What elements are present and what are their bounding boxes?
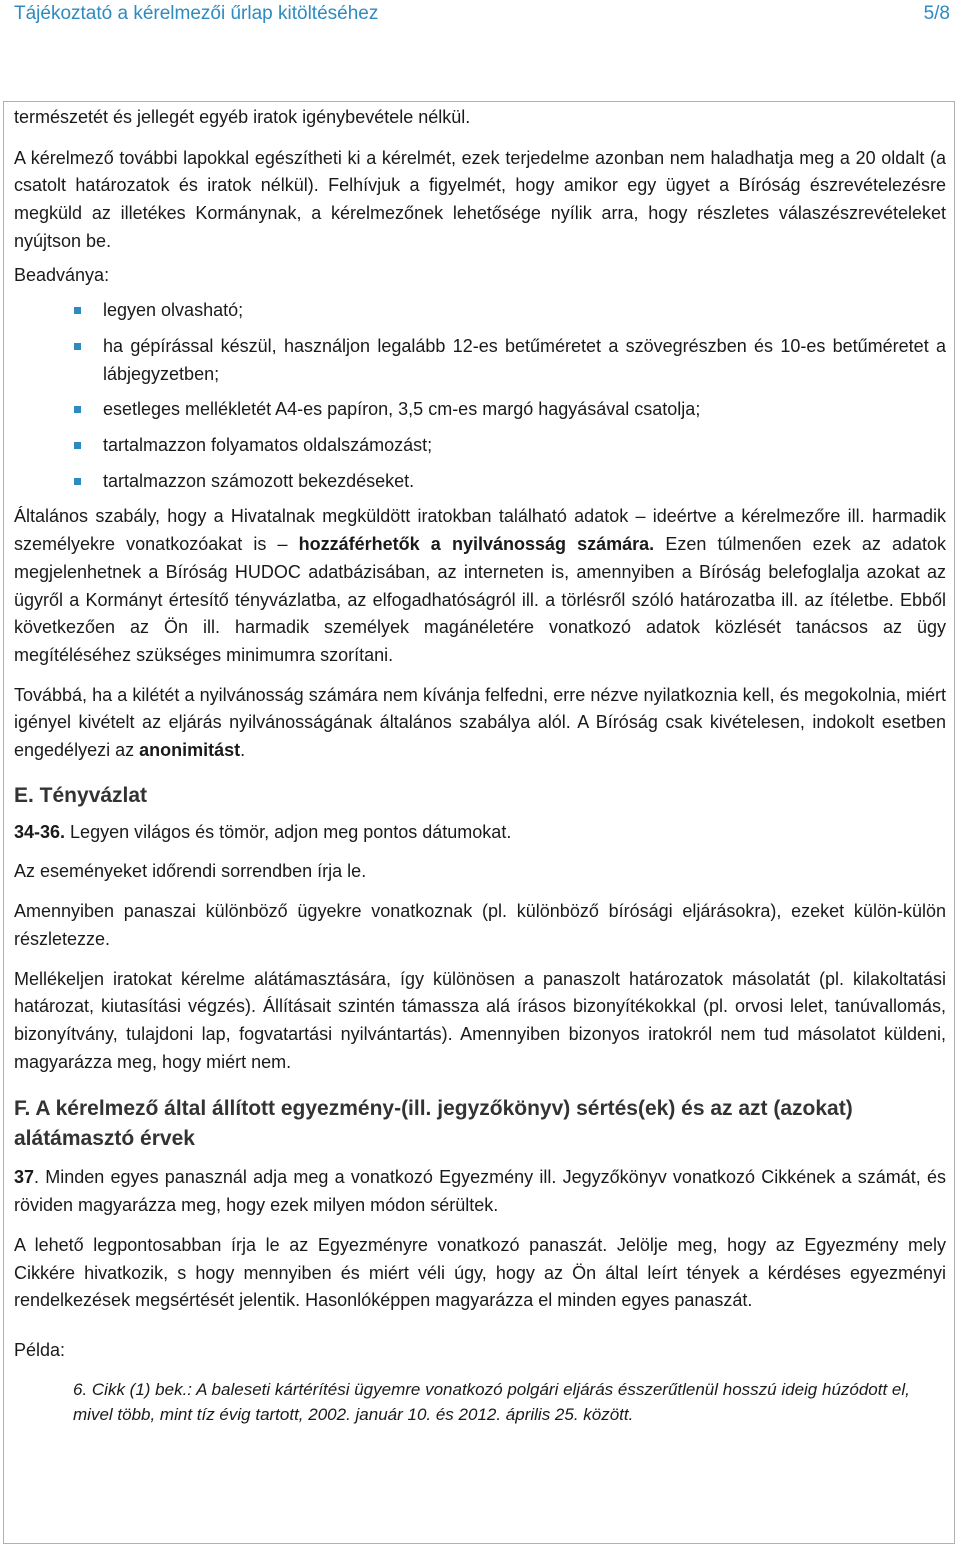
submission-label: Beadványa: <box>14 264 110 285</box>
list-item: esetleges mellékletét A4-es papíron, 3,5 cm-es margó hagyásával csatolja; <box>14 396 946 424</box>
bullet-icon <box>74 478 81 485</box>
page-header <box>0 0 960 34</box>
paragraph-e-intro: 34-36. Legyen világos és tömör, adjon meg pontos dátumokat. <box>14 821 512 842</box>
bullet-icon <box>74 406 81 413</box>
paragraph-f-intro: 37. Minden egyes panasznál adja meg a vonatkozó Egyezmény ill. Jegyzőkönyv vonatkozó Cikkének a számát, és röviden magyarázza meg, hogy ezek milyen módon sérültek. <box>14 1167 946 1216</box>
list-item: legyen olvasható; <box>14 297 946 325</box>
submission-requirements-list <box>14 297 946 495</box>
paragraph-public-access: Általános szabály, hogy a Hivatalnak megküldött iratokban található adatok – ideértve a kérelmezőre ill. harmadik személyekre vonatkozóakat is – hozzáférhetők a nyilvánosság számára. Ezen túlmenően ezek az adatok megjelenhetnek a Bíróság HUDOC adatbázisában, az interneten is, amennyiben a Bíróság belefoglalja azokat az ügyről a Kormányt értesítő tényvázlatba, az elfogadhatóságról ill. a törlésről szóló határozatba ill. az ítéletbe. Ebből következően az Ön ill. harmadik személyek magánéletére vonatkozó adatok közlését tanácsos az ügy megítéléséhez szükséges minimumra szorítani. <box>14 506 947 665</box>
paragraph-f-details: A lehető legpontosabban írja le az Egyezményre vonatkozó panaszát. Jelölje meg, hogy az Egyezmény mely Cikkére hivatkozik, s hogy mennyiben és miért véli úgy, hogy az Ön által leírt tények a kérdéses egyezményi rendelkezések megsértését jelentik. Hasonlóképpen magyarázza el minden egyes panaszát. <box>14 1234 946 1311</box>
paragraph-anonymity: Továbbá, ha a kilétét a nyilvánosság számára nem kívánja felfedni, erre nézve nyilatkoznia kell, és megokolnia, miért igényel kivételt az eljárás nyilvánosságának általános szabálya alól. A Bíróság csak kivételesen, indokolt esetben engedélyezi az anonimitást. <box>14 684 946 761</box>
bullet-icon <box>74 343 81 350</box>
list-item: tartalmazzon számozott bekezdéseket. <box>14 468 946 496</box>
paragraph-e-attachments: Mellékeljen iratokat kérelme alátámasztására, így különösen a panaszolt határozatok másolatát (pl. kilakoltatási határozat, kiutasítási végzés). Állításait szintén támassza alá írásos bizonyítékokkal (pl. orvosi lelet, tanúvallomás, bizonyítvány, tulajdoni lap, fogvatartási nyilvántartás). Amennyiben bizonyos iratokról nem tud másolatot küldeni, magyarázza meg, hogy miért nem. <box>14 968 946 1072</box>
paragraph-additional-pages: A kérelmező további lapokkal egészítheti ki a kérelmét, ezek terjedelme azonban nem haladhatja meg a 20 oldalt (a csatolt határozatok és iratok nélkül). Felhívjuk a figyelmét, hogy amikor egy ügyet a Bíróság észrevételezésre megküld az illetékes Kormánynak, a kérelmezőnek lehetősége nyílik arra, hogy részletes válaszészrevételeket nyújtson be. <box>14 147 946 251</box>
list-item: ha gépírással készül, használjon legalább 12-es betűméretet a szövegrészben és 10-es betűméretet a lábjegyzetben; <box>14 333 946 388</box>
document-title: Tájékoztató a kérelmezői űrlap kitöltéséhez <box>14 3 379 24</box>
example-label: Példa: <box>14 1339 66 1360</box>
bullet-icon <box>74 307 81 314</box>
paragraph-continuation: természetét és jellegét egyéb iratok igénybevétele nélkül. <box>14 107 471 127</box>
section-f-heading: F. A kérelmező által állított egyezmény-(ill. jegyzőkönyv) sértés(ek) és az azt (azokat) alátámasztó érvek <box>14 1097 853 1151</box>
example-text: 6. Cikk (1) bek.: A baleseti kártérítési ügyemre vonatkozó polgári eljárás ésszerűtlenül hosszú ideig húzódott el, mivel több, mint tíz évig tartott, 2002. január 10. és 2012. április 25. között. <box>73 1379 910 1424</box>
list-item: tartalmazzon folyamatos oldalszámozást; <box>14 432 946 460</box>
paragraph-e-chronology: Az eseményeket időrendi sorrendben írja le. <box>14 861 367 882</box>
paragraph-e-cases: Amennyiben panaszai különböző ügyekre vonatkoznak (pl. különböző bírósági eljárásokra), ezeket külön-külön részletezze. <box>14 901 946 949</box>
document-body <box>14 104 946 1427</box>
section-e-heading: E. Tényvázlat <box>14 783 148 807</box>
bullet-icon <box>74 442 81 449</box>
page-number: 5/8 <box>923 3 950 24</box>
